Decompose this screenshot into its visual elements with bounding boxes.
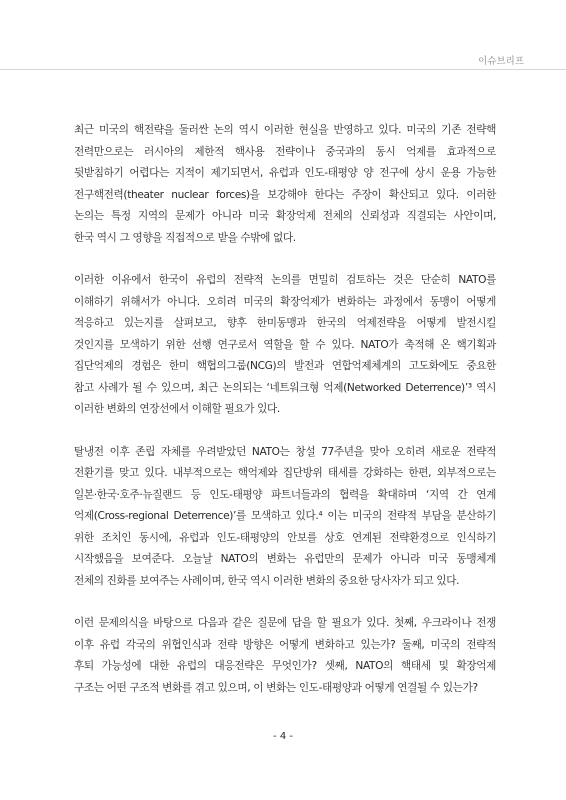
header-label: 이슈브리프 — [478, 56, 524, 67]
text-line: 전환기를 맞고 있다. 내부적으로는 핵억제와 집단방위 태세를 강화하는 한편, 외부적으로는 — [74, 467, 496, 479]
text-line: 이러한 이유에서 한국이 유럽의 전략적 논의를 면밀히 검토하는 것은 단순히 NATO를 — [74, 274, 496, 286]
text-line: 탈냉전 이후 존립 자체를 우려받았던 NATO는 창설 77주년을 맞아 오히려 새로운 전략적 — [74, 445, 496, 458]
text-line: 것인지를 모색하기 위한 선행 연구로서 역할을 할 수 있다. NATO가 축적해 온 핵기획과 — [74, 338, 496, 351]
paragraph-1 — [74, 120, 496, 249]
text-line: 뒷받침하기 어렵다는 지적이 제기되면서, 유럽과 인도-태평양 양 전구에 상시 운용 가능한 — [74, 167, 496, 179]
text-line: 구조는 어떤 구조적 변화를 겪고 있으며, 이 변화는 인도-태평양과 어떻게 연결될 수 있는가? — [74, 681, 478, 694]
text-line: 전구핵전력(theater nuclear forces)을 보강해야 한다는 주장이 확산되고 있다. 이러한 — [74, 188, 496, 201]
text-line: 이해하기 위해서가 아니다. 오히려 미국의 확장억제가 변화하는 과정에서 동맹이 어떻게 — [74, 295, 496, 308]
text-line: 최근 미국의 핵전략을 둘러싼 논의 역시 이러한 현실을 반영하고 있다. 미국의 기존 전략핵 — [74, 124, 496, 136]
text-line: 위한 조치인 동시에, 유럽과 인도-태평양의 안보를 상호 연계된 전략환경으로 인식하기 — [74, 531, 496, 544]
header-divider — [0, 69, 566, 70]
page-number: - 4 - — [273, 731, 293, 742]
text-line: 이런 문제의식을 바탕으로 다음과 같은 질문에 답을 할 필요가 있다. 첫째, 우크라이나 전쟁 — [74, 617, 496, 629]
text-line: 후퇴 가능성에 대한 유럽의 대응전략은 무엇인가? 셋째, NATO의 핵태세 및 확장억제 — [74, 660, 496, 672]
text-line: 이후 유럽 각국의 위협인식과 전략 방향은 어떻게 변화하고 있는가? 둘째, 미국의 전략적 — [74, 638, 496, 651]
text-line: 시작했음을 보여준다. 오늘날 NATO의 변화는 유럽만의 문제가 아니라 미국 동맹체계 — [74, 553, 496, 565]
paragraph-2 — [74, 270, 496, 421]
text-line: 전력만으로는 러시아의 제한적 핵사용 전략이나 중국과의 동시 억제를 효과적으로 — [74, 145, 496, 158]
text-line: 집단억제의 경험은 한미 핵협의그룹(NCG)의 발전과 연합억제체계의 고도화에도 중요한 — [74, 360, 496, 372]
body-text — [74, 120, 496, 720]
text-line: 일본·한국·호주·뉴질랜드 등 인도-태평양 파트너들과의 협력을 확대하며 ‘지역 간 연계 — [74, 488, 496, 501]
text-line: 한국 역시 그 영향을 직접적으로 받을 수밖에 없다. — [74, 231, 296, 244]
text-line: 적응하고 있는지를 살펴보고, 향후 한미동맹과 한국의 억제전략을 어떻게 발전시킬 — [74, 317, 496, 329]
paragraph-4 — [74, 613, 496, 699]
text-line: 참고 사례가 될 수 있으며, 최근 논의되는 ‘네트워크형 억제(Networked Deterrence)’³ 역시 — [74, 381, 496, 394]
text-line: 전체의 진화를 보여주는 사례이며, 한국 역시 이러한 변화의 중요한 당사자가 되고 있다. — [74, 574, 460, 587]
text-line: 논의는 특정 지역의 문제가 아니라 미국 확장억제 전체의 신뢰성과 직결되는 사안이며, — [74, 210, 496, 222]
paragraph-3 — [74, 442, 496, 593]
text-line: 이러한 변화의 연장선에서 이해할 필요가 있다. — [74, 403, 280, 415]
text-line: 억제(Cross-regional Deterrence)’를 모색하고 있다.⁴ 이는 미국의 전략적 부담을 분산하기 — [74, 510, 496, 522]
